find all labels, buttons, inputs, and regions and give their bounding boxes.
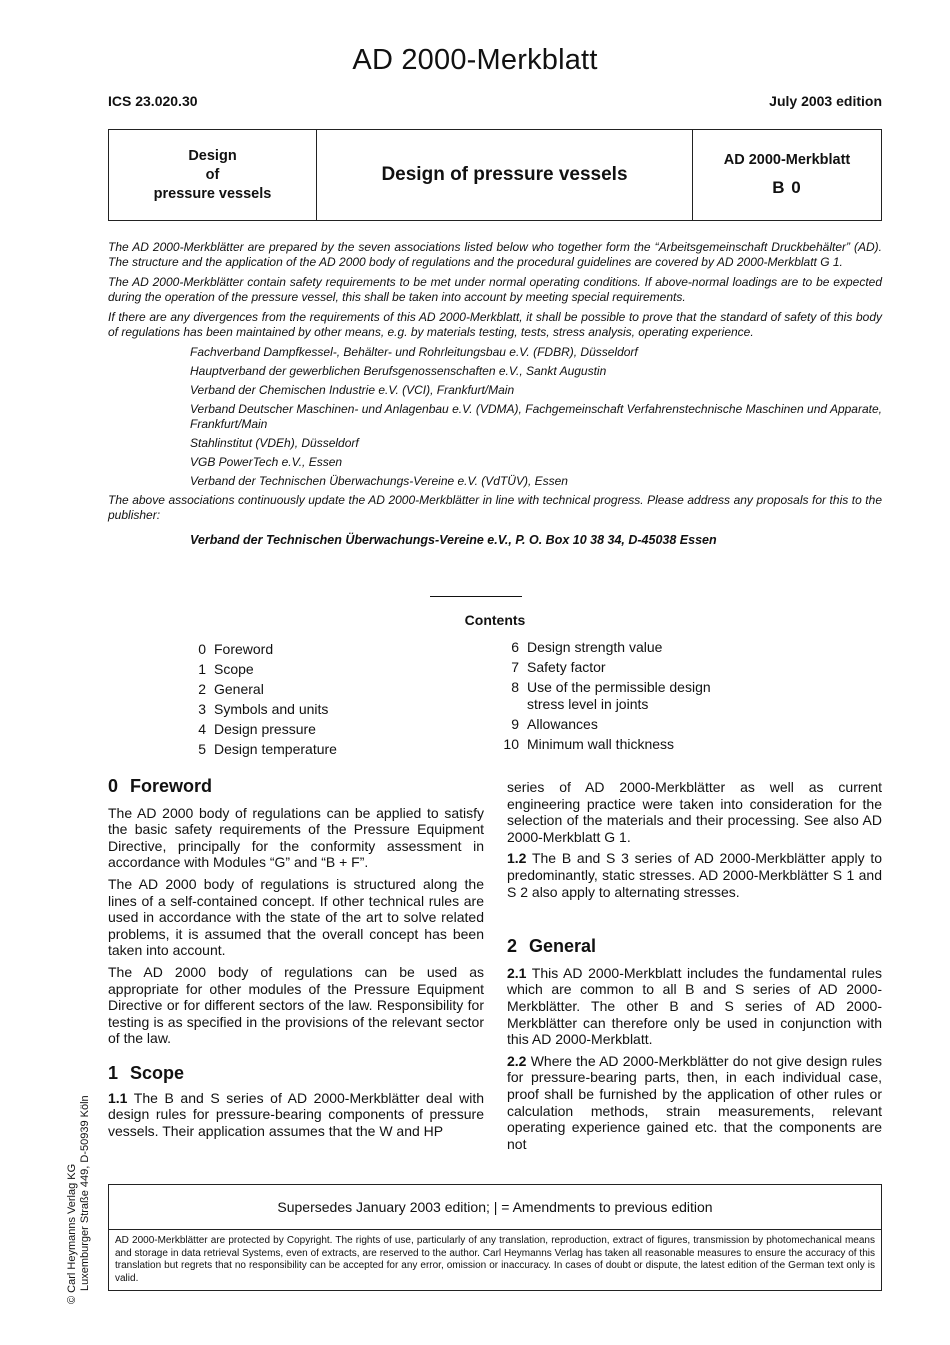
- body-paragraph: 1.1 The B and S series of AD 2000-Merkblätter deal with design rules for pressure-bearing components of pressure vessels. Their application assumes that the W and HP: [108, 1089, 484, 1139]
- section-heading-foreword: 0 Foreword: [108, 776, 213, 796]
- association-item: Fachverband Dampfkessel-, Behälter- und Rohrleitungsbau e.V. (FDBR), Düsseldorf: [190, 345, 638, 359]
- toc-item[interactable]: 5 Design temperature: [198, 741, 337, 757]
- toc-item[interactable]: 3 Symbols and units: [198, 701, 329, 717]
- body-paragraph: The AD 2000 body of regulations can be applied to satisfy the basic safety requirements of the Pressure Equipment Directive, principally for the conformity assessment in accordance with Modules “G” and “B + F”.: [108, 804, 484, 871]
- footer: [108, 1184, 882, 1291]
- body-paragraph: The AD 2000 body of regulations can be used as appropriate for other modules of the Pressure Equipment Directive or for different sectors of the law. Responsibility for testing is as specified in the provisions of the relevant sector of the law.: [108, 963, 484, 1047]
- toc-item[interactable]: 1 Scope: [198, 661, 254, 677]
- supersedes-note: Supersedes January 2003 edition; | = Amendments to previous edition: [108, 1184, 882, 1230]
- association-item: Verband Deutscher Maschinen- und Anlagenbau e.V. (VDMA), Fachgemeinschaft Verfahrenstechnische Maschinen und Apparate, Frankfurt/Main: [190, 402, 882, 431]
- left-line-1: Design: [188, 147, 237, 164]
- title-box-right: [693, 130, 881, 220]
- body-paragraph: series of AD 2000-Merkblätter as well as current engineering practice were taken into consideration for the selection of the materials and their processing. See also AD 2000-Merkblatt G 1.: [507, 779, 882, 845]
- publisher-line: © Carl Heymanns Verlag KG: [66, 1163, 78, 1304]
- intro-paragraph: The AD 2000-Merkblätter contain safety requirements to be met under normal operating conditions. If above-normal loadings are to be expected during the operation of the pressure vessel, this shall be taken into account by meeting special requirements.: [108, 275, 882, 304]
- body-paragraph: 2.2 Where the AD 2000-Merkblätter do not give design rules for pressure-bearing parts, then, in each individual case, proof shall be furnished by the application of other rules or calculation methods, strain measurements, relevant operating experience gained etc. that the components are not: [507, 1052, 883, 1152]
- publisher-address: Verband der Technischen Überwachungs-Vereine e.V., P. O. Box 10 38 34, D-45038 Essen: [190, 533, 717, 547]
- association-item: Verband der Technischen Überwachungs-Vereine e.V. (VdTÜV), Essen: [190, 474, 568, 488]
- divider: [430, 596, 522, 597]
- right-column: [507, 779, 882, 1157]
- merkblatt-code: B 0: [772, 178, 802, 197]
- section-heading-scope: 1 Scope: [108, 1062, 185, 1083]
- ics-code: ICS 23.020.30: [108, 93, 198, 109]
- merkblatt-label: AD 2000-Merkblatt: [723, 152, 851, 168]
- title-box-left: [109, 130, 317, 220]
- toc-item[interactable]: 0 Foreword: [198, 641, 274, 657]
- contents-title: Contents: [464, 612, 526, 628]
- toc-item[interactable]: 6 Design strength value: [511, 639, 663, 655]
- association-item: VGB PowerTech e.V., Essen: [190, 455, 343, 469]
- document-title: AD 2000-Merkblatt: [352, 44, 598, 76]
- body-paragraph: 2.1 This AD 2000-Merkblatt includes the fundamental rules which are common to all B and S series of AD 2000-Merkblätter. The other B and S series of AD 2000-Merkblätter can therefore only be used in conjunction with this AD 2000-Merkblatt.: [507, 964, 882, 1048]
- toc-right: [495, 639, 735, 753]
- section-heading-general: 2 General: [507, 936, 597, 957]
- publisher-sidebar: [66, 1095, 92, 1304]
- intro-paragraph: The above associations continuously update the AD 2000-Merkblätter in line with technical progress. Please address any proposals for this to the publisher:: [108, 493, 882, 522]
- publisher-line: Luxemburger Straße 449, D-50939 Köln: [79, 1095, 91, 1291]
- title-box-center: Design of pressure vessels: [317, 130, 693, 220]
- intro-paragraph: The AD 2000-Merkblätter are prepared by the seven associations listed below who together form the “Arbeitsgemeinschaft Druckbehälter” (AD). The structure and the application of the AD 2000 body of regulations and the procedural guidelines are covered by AD 2000-Merkblatt G 1.: [108, 240, 882, 269]
- intro-block: [108, 240, 882, 553]
- left-line-2: of: [205, 166, 220, 183]
- intro-paragraph: If there are any divergences from the requirements of this AD 2000-Merkblatt, it shall be possible to prove that the standard of safety of this body of regulations has been maintained by other means, e.g. by materials testing, tests, stress analysis, operating experience.: [108, 310, 882, 339]
- toc-item[interactable]: 8 Use of the permissible design stress level in joints: [511, 679, 711, 712]
- toc-item[interactable]: 9 Allowances: [511, 716, 598, 732]
- toc-item[interactable]: 4 Design pressure: [198, 721, 316, 737]
- toc-left: [182, 639, 442, 759]
- title-box: [108, 129, 882, 221]
- association-item: Verband der Chemischen Industrie e.V. (VCI), Frankfurt/Main: [190, 383, 515, 397]
- toc-item[interactable]: 10 Minimum wall thickness: [503, 736, 675, 752]
- association-item: Hauptverband der gewerblichen Berufsgenossenschaften e.V., Sankt Augustin: [190, 364, 607, 378]
- left-line-3: pressure vessels: [153, 185, 272, 202]
- toc-item[interactable]: 2 General: [198, 681, 264, 697]
- body-paragraph: The AD 2000 body of regulations is structured along the lines of a self-contained concept. If other technical rules are used in accordance with the state of the art to solve related problems, it is assumed that the overall concept has been taken into account.: [108, 875, 484, 959]
- toc-item[interactable]: 7 Safety factor: [511, 659, 606, 675]
- edition-date: July 2003 edition: [769, 93, 882, 109]
- copyright-note: AD 2000-Merkblätter are protected by Copyright. The rights of use, particularly of any translation, reproduction, extract of figures, transmission by photomechanical means and storage in data retrieval Systems, even of extracts, are reserved to the author. Carl Heymanns Verlag has taken all reasonable measures to ensure the accuracy of this translation but regrets that no responsibility can be accepted for any error, omission or inaccuracy. In cases of doubt or dispute, the latest edition of the German text only is valid.: [108, 1230, 882, 1291]
- body-paragraph: 1.2 The B and S 3 series of AD 2000-Merkblätter apply to predominantly, static stresses. AD 2000-Merkblätter S 1 and S 2 also apply to alternating stresses.: [507, 850, 883, 900]
- left-column: [108, 778, 484, 1144]
- association-item: Stahlinstitut (VDEh), Düsseldorf: [190, 436, 359, 450]
